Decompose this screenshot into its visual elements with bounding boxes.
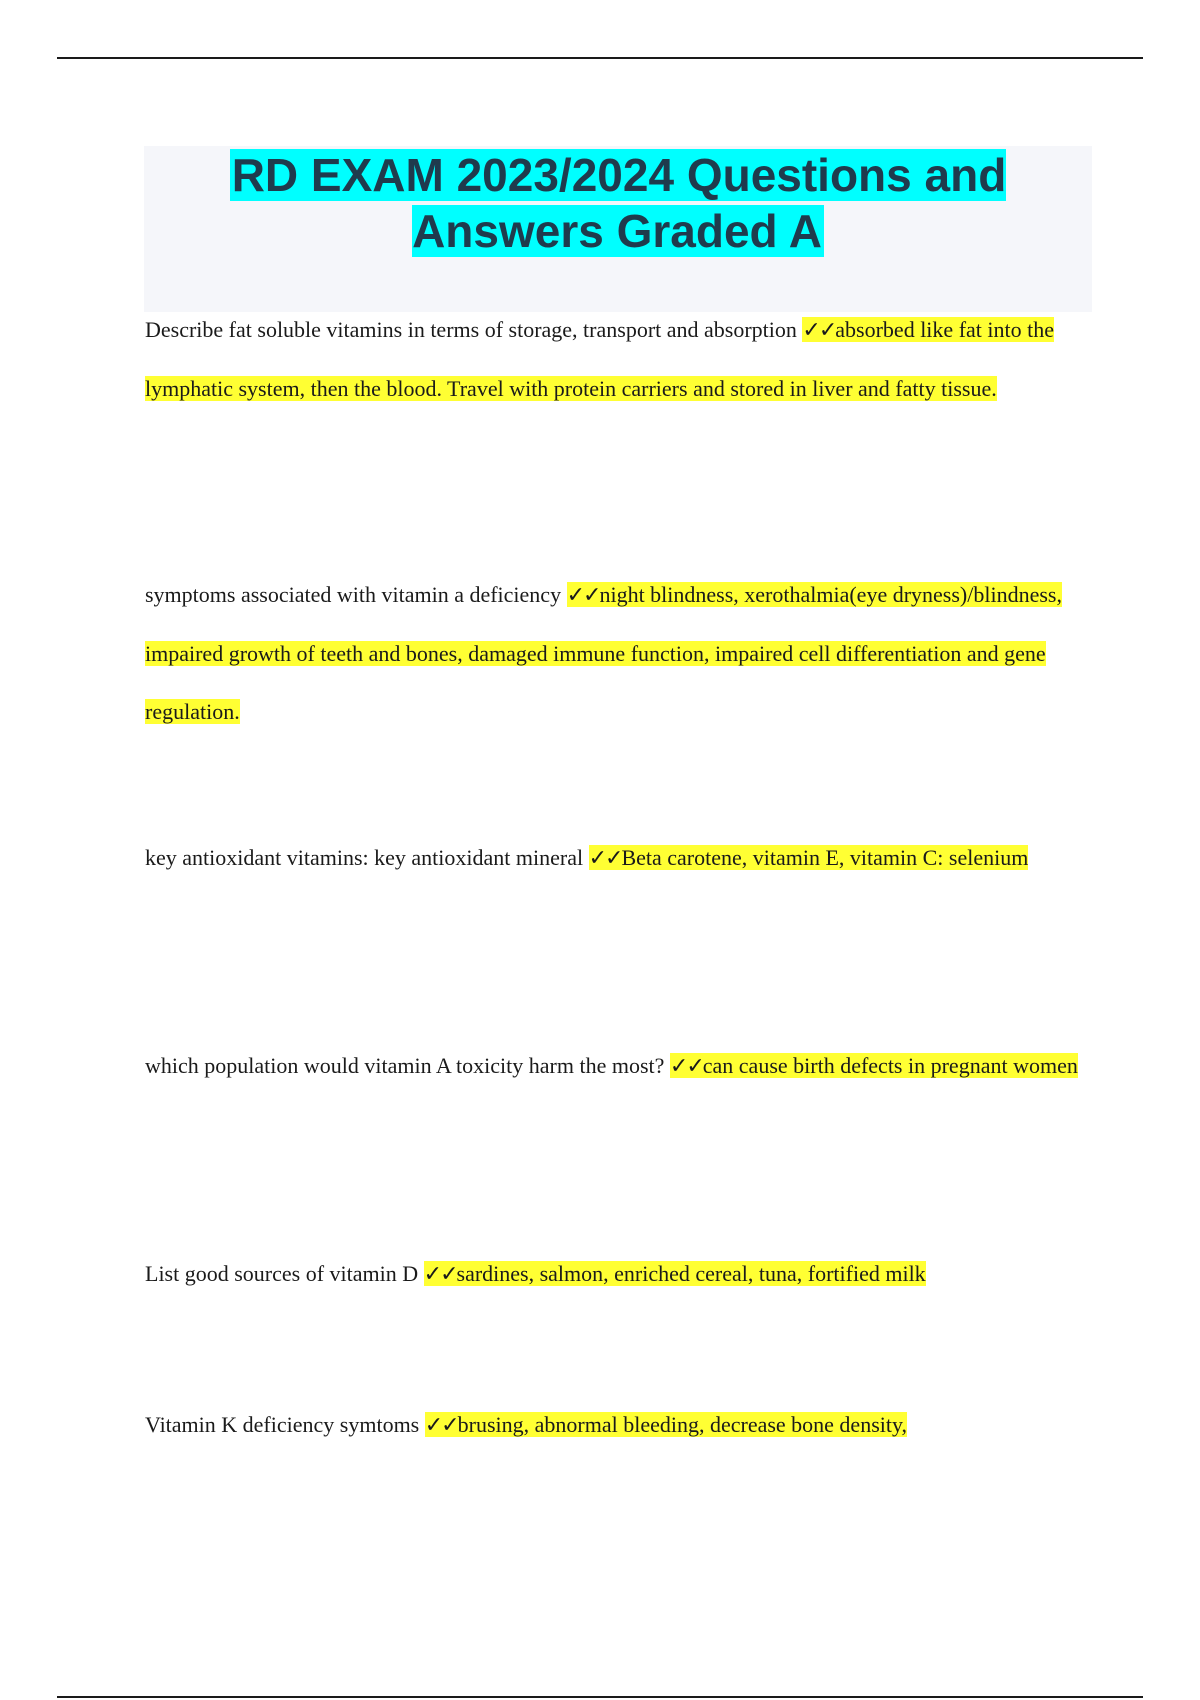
question-text: Vitamin K deficiency symtoms <box>145 1412 420 1437</box>
top-rule <box>57 57 1143 59</box>
question-text: symptoms associated with vitamin a deficiency <box>145 582 562 607</box>
answer-text: brusing, abnormal bleeding, decrease bone density, <box>457 1412 908 1437</box>
answer-text: Beta carotene, vitamin E, vitamin C: selenium <box>621 845 1029 870</box>
qa-item-2 <box>145 566 1095 741</box>
answer-highlight <box>425 1412 907 1437</box>
answer-text: night blindness, xerothalmia(eye dryness)/blindness, impaired growth of teeth and bones, damaged immune function, impaired cell differentiation and gene regulation. <box>145 582 1062 724</box>
question-text: which population would vitamin A toxicity harm the most? <box>145 1053 665 1078</box>
answer-highlight <box>424 1261 926 1286</box>
qa-item-5 <box>145 1245 1095 1304</box>
double-check-icon: ✓✓ <box>424 1413 458 1438</box>
qa-item-6 <box>145 1396 1095 1455</box>
answer-highlight <box>589 845 1029 870</box>
double-check-icon: ✓✓ <box>423 1262 457 1287</box>
title-block <box>144 146 1092 312</box>
qa-item-3 <box>145 829 1095 888</box>
qa-item-4 <box>145 1037 1095 1096</box>
question-text: List good sources of vitamin D <box>145 1261 419 1286</box>
question-text: Describe fat soluble vitamins in terms of storage, transport and absorption <box>145 317 797 342</box>
answer-text: can cause birth defects in pregnant women <box>702 1053 1078 1078</box>
answer-text: sardines, salmon, enriched cereal, tuna, fortified milk <box>456 1261 926 1286</box>
qa-item-1 <box>145 301 1095 418</box>
document-title: RD EXAM 2023/2024 Questions and Answers Graded A <box>231 149 1007 257</box>
question-text: key antioxidant vitamins: key antioxidant mineral <box>145 845 584 870</box>
double-check-icon: ✓✓ <box>669 1054 703 1079</box>
double-check-icon: ✓✓ <box>566 583 600 608</box>
answer-highlight <box>670 1053 1078 1078</box>
bottom-rule <box>57 1696 1143 1698</box>
double-check-icon: ✓✓ <box>588 846 622 871</box>
answer-text: absorbed like fat into the lymphatic system, then the blood. Travel with protein carriers and stored in liver and fatty tissue. <box>145 317 1054 401</box>
double-check-icon: ✓✓ <box>802 318 836 343</box>
